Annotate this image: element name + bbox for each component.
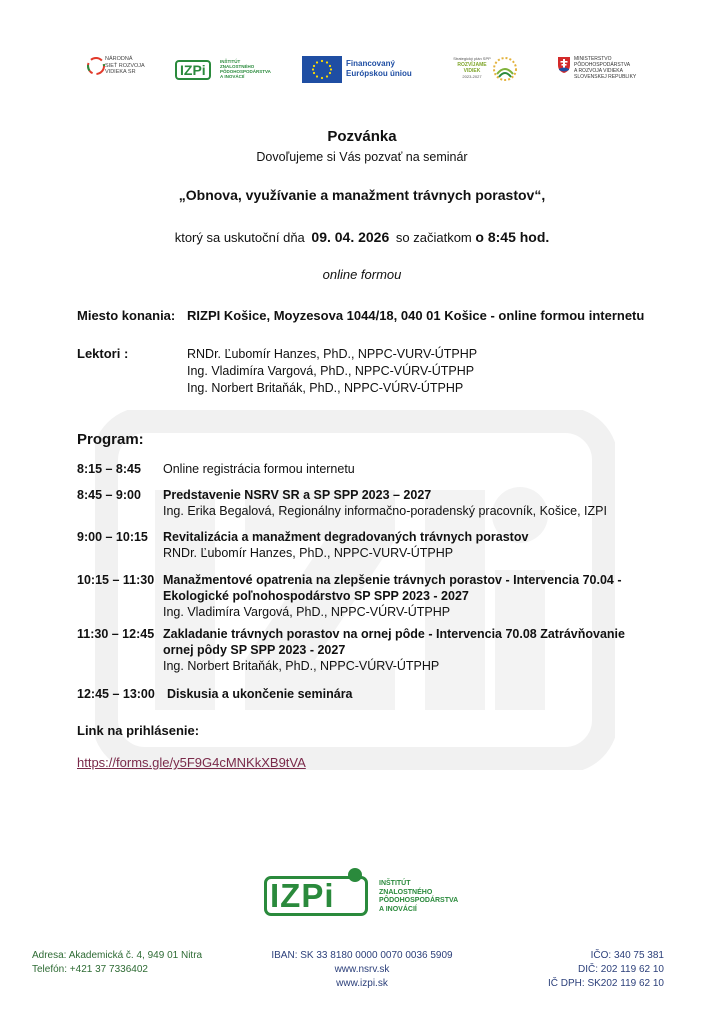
ministry-logo bbox=[557, 56, 652, 84]
venue-value: RIZPI Košice, Moyzesova 1044/18, 040 01 Košice - online formou internetu bbox=[187, 308, 645, 323]
izpi-small-line: PÔDOHOSPODÁRSTVA bbox=[220, 69, 271, 74]
footer-dic: DIČ: 202 119 62 10 bbox=[578, 964, 664, 975]
footer-address: Adresa: Akademická č. 4, 949 01 Nitra bbox=[32, 950, 203, 961]
program-time: 12:45 – 13:00 bbox=[77, 687, 155, 701]
izpi-large-line: ZNALOSTNÉHO bbox=[379, 888, 433, 896]
program-line: Online registrácia formou internetu bbox=[163, 462, 355, 476]
program-line: Diskusia a ukončenie seminára bbox=[167, 687, 353, 701]
seminar-name: „Obnova, využívanie a manažment trávnych porastov“, bbox=[178, 187, 546, 203]
program-time: 8:45 – 9:00 bbox=[77, 488, 141, 502]
eu-line: Európskou úniou bbox=[346, 69, 412, 78]
footer-right bbox=[548, 949, 664, 991]
izpi-dot-icon bbox=[348, 868, 362, 882]
program-time: 10:15 – 11:30 bbox=[77, 573, 155, 587]
program-line: Revitalizácia a manažment degradovaných trávnych porastov bbox=[163, 530, 529, 544]
nsrv-line: NÁRODNÁ bbox=[105, 56, 133, 62]
ministry-line: PÔDOHOSPODÁRSTVA bbox=[574, 62, 631, 68]
footer-icdph: IČ DPH: SK202 119 62 10 bbox=[548, 978, 664, 989]
izpi-large-line: PÔDOHOSPODÁRSTVA bbox=[379, 897, 459, 904]
izpi-mark: IZPi bbox=[175, 60, 211, 80]
nsrv-line: VIDIEKA SR bbox=[105, 69, 136, 75]
program-line: Ing. Erika Begalová, Regionálny informačno-poradenský pracovník, Košice, IZPI bbox=[163, 504, 607, 518]
izpi-small-line: INŠTITÚT bbox=[220, 59, 241, 64]
venue-label: Miesto konania: bbox=[77, 308, 176, 323]
page-title: Pozvánka bbox=[327, 128, 397, 145]
ministry-line: MINISTERSTVO bbox=[574, 56, 612, 62]
lecturers-label: Lektori : bbox=[77, 346, 129, 361]
nsrv-line: SIEŤ ROZVOJA bbox=[105, 62, 145, 69]
ministry-line: A ROZVOJA VIDIEKA bbox=[574, 68, 623, 74]
izpi-logo-large bbox=[264, 868, 464, 924]
sun-fields-icon bbox=[492, 56, 518, 82]
program-time: 9:00 – 10:15 bbox=[77, 530, 148, 544]
footer-ico: IČO: 340 75 381 bbox=[590, 950, 664, 961]
eu-flag-icon bbox=[302, 56, 342, 83]
ministry-line: SLOVENSKEJ REPUBLIKY bbox=[574, 74, 637, 80]
strategic-line: ROZVÍJAME bbox=[457, 62, 487, 68]
program-line: Predstavenie NSRV SR a SP SPP 2023 – 2027 bbox=[163, 488, 432, 502]
program-time: 8:15 – 8:45 bbox=[77, 462, 141, 476]
program-line: Zakladanie trávnych porastov na ornej pôde - Intervencia 70.08 Zatrávňovanie bbox=[163, 627, 625, 641]
invitation-intro: Dovoľujeme si Vás pozvať na seminár bbox=[256, 150, 468, 164]
program-heading: Program: bbox=[77, 431, 144, 448]
lecturer-item: Ing. Norbert Britaňák, PhD., NPPC-VÚRV-ÚTPHP bbox=[187, 381, 464, 395]
seminar-time: o 8:45 hod. bbox=[475, 229, 550, 245]
eu-logo bbox=[302, 56, 422, 84]
izpi-small-line: ZNALOSTNÉHO bbox=[220, 64, 255, 69]
izpi-large-line: INŠTITÚT bbox=[379, 880, 411, 887]
program-line: Ing. Norbert Britaňák, PhD., NPPC-VÚRV-ÚTPHP bbox=[163, 659, 440, 673]
footer-web-izpi: www.izpi.sk bbox=[336, 978, 388, 989]
footer-center bbox=[262, 949, 462, 991]
lecturers-list bbox=[187, 346, 477, 397]
footer-left bbox=[32, 949, 202, 977]
izpi-small-line: A INOVÁCIÍ bbox=[220, 74, 245, 79]
program-line: Ing. Vladimíra Vargová, PhD., NPPC-VÚRV-ÚTPHP bbox=[163, 605, 451, 619]
strategic-plan-logo bbox=[452, 52, 522, 88]
footer-phone: Telefón: +421 37 7336402 bbox=[32, 964, 148, 975]
program-line: ornej pôdy SP SPP 2023 - 2027 bbox=[163, 643, 346, 657]
nsrv-logo bbox=[86, 54, 156, 88]
program-time: 11:30 – 12:45 bbox=[77, 627, 155, 641]
footer-web-nsrv: www.nsrv.sk bbox=[334, 964, 390, 975]
program-line: Manažmentové opatrenia na zlepšenie trávnych porastov - Intervencia 70.04 - bbox=[163, 573, 622, 587]
coat-of-arms-icon bbox=[557, 56, 571, 74]
lecturer-item: RNDr. Ľubomír Hanzes, PhD., NPPC-VURV-ÚTPHP bbox=[187, 347, 478, 361]
date-prefix: ktorý sa uskutoční dňa bbox=[174, 230, 305, 245]
strategic-line: VIDIEK bbox=[463, 68, 481, 74]
time-prefix: so začiatkom bbox=[395, 230, 472, 245]
program-line: RNDr. Ľubomír Hanzes, PhD., NPPC-VURV-ÚTPHP bbox=[163, 546, 454, 560]
seminar-format: online formou bbox=[322, 267, 402, 282]
strategic-line: 2023-2027 bbox=[462, 74, 482, 79]
footer-iban: IBAN: SK 33 8180 0000 0070 0036 5909 bbox=[271, 950, 453, 961]
izpi-logo-small bbox=[175, 56, 270, 84]
izpi-large-line: A INOVÁCIÍ bbox=[379, 905, 417, 913]
partner-logos bbox=[0, 50, 724, 90]
program-line: Ekologické poľnohospodárstvo SP SPP 2023 - 2027 bbox=[163, 589, 469, 603]
seminar-date: 09. 04. 2026 bbox=[311, 229, 390, 245]
registration-link[interactable]: https://forms.gle/y5F9G4cMNKkXB9tVA bbox=[77, 755, 306, 770]
lecturer-item: Ing. Vladimíra Vargová, PhD., NPPC-VÚRV-ÚTPHP bbox=[187, 364, 475, 378]
date-line bbox=[0, 229, 724, 245]
registration-label: Link na prihlásenie: bbox=[77, 723, 200, 738]
eu-line: Financovaný bbox=[346, 59, 395, 68]
nsrv-ring-icon bbox=[86, 56, 106, 76]
izpi-logo-mark: IZPi bbox=[270, 877, 335, 914]
strategic-line: Strategický plán SPP bbox=[453, 56, 491, 61]
